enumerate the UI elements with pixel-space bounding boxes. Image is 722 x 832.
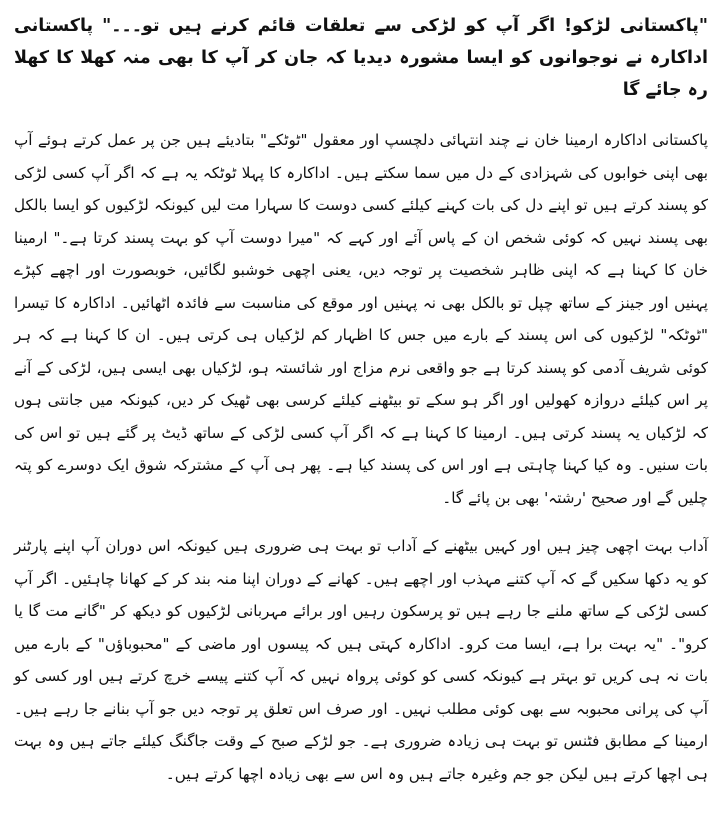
article bbox=[14, 10, 708, 806]
article-paragraph-1: پاکستانی اداکارہ ارمینا خان نے چند انتہائی دلچسپ اور معقول "ٹوٹکے" بتادیئے ہیں جن پر عمل کرتے ہوئے آپ بھی اپنی خوابوں کی شہزادی کے دل میں سما سکتے ہیں۔ اداکارہ کا پہلا ٹوٹکہ یہ ہے کہ اگر آپ کسی لڑکی کو پسند کرتے ہیں تو اپنے دل کی بات کہنے کیلئے کسی دوست کا سہارا مت لیں کیونکہ لڑکیوں کو ایسا بالکل بھی پسند نہیں کہ کوئی شخص ان کے پاس آئے اور کہے کہ "میرا دوست آپ کو بہت پسند کرتا ہے۔" ارمینا خان کا کہنا ہے کہ اپنی ظاہر شخصیت پر توجہ دیں، یعنی اچھی خوشبو لگائیں، خوبصورت اور اچھے کپڑے پہنیں اور جینز کے ساتھ چپل تو بالکل بھی نہ پہنیں اور موقع کی مناسبت سے فائدہ اٹھائیں۔ اداکارہ کا تیسرا "ٹوٹکہ" لڑکیوں کی اس پسند کے بارے میں جس کا اظہار کم لڑکیاں ہی کرتی ہیں۔ ان کا کہنا ہے کہ ہر کوئی شریف آدمی کو پسند کرتا ہے جو واقعی نرم مزاج اور شائستہ ہو، لڑکیاں بھی ایسی ہیں، لڑکی کے آنے پر اس کیلئے دروازہ کھولیں اور اگر ہو سکے تو بیٹھنے کیلئے کرسی بھی ٹھیک کر دیں، کیونکہ میں جانتی ہوں کہ لڑکیاں یہ پسند کرتی ہیں۔ ارمینا کا کہنا ہے کہ اگر آپ کسی لڑکی کے ساتھ ڈیٹ پر گئے ہیں تو اس کی بات سنیں۔ وہ کیا کہنا چاہتی ہے اور اس کی پسند کیا ہے۔ پھر ہی آپ کے مشترکہ شوق ایک دوسرے کو پتہ چلیں گے اور صحیح 'رشتہ' بھی بن پائے گا۔ bbox=[14, 131, 708, 507]
article-paragraph-2: آداب بہت اچھی چیز ہیں اور کہیں بیٹھنے کے آداب تو بہت ہی ضروری ہیں کیونکہ اس دوران آپ اپنے پارٹنر کو یہ دکھا سکیں گے کہ آپ کتنے مہذب اور اچھے ہیں۔ کھانے کے دوران اپنا منہ بند کر کے کھانا چاہئیں۔ اگر آپ کسی لڑکی کے ساتھ ملنے جا رہے ہیں تو پرسکون رہیں اور برائے مہربانی لڑکیوں کو دیکھ کر "گانے مت گا یا کرو"۔ "یہ بہت برا ہے، ایسا مت کرو۔ اداکارہ کہتی ہیں کہ پیسوں اور ماضی کے "محبوباؤں" کے بارے میں بات نہ ہی کریں تو بہتر ہے کیونکہ کسی کو کوئی پرواہ نہیں کہ آپ کتنے پیسے خرچ کرتے ہیں اور کسی کو آپ کی پرانی محبوبہ سے بھی کوئی مطلب نہیں۔ اور صرف اس تعلق پر توجہ دیں جو آپ بنانے جا رہے ہیں۔ ارمینا کے مطابق فٹنس تو بہت ہی زیادہ ضروری ہے۔ جو لڑکے صبح کے وقت جاگنگ کیلئے جاتے ہیں وہ بہت ہی اچھا کرتے ہیں لیکن جو جم وغیرہ جاتے ہیں وہ اس سے بھی زیادہ اچھا کرتے ہیں۔ bbox=[14, 537, 708, 783]
article-headline: "پاکستانی لڑکو! اگر آپ کو لڑکی سے تعلقات قائم کرنے ہیں تو۔۔۔" پاکستانی اداکارہ نے نوجوانوں کو ایسا مشورہ دیدیا کہ جان کر آپ کا بھی منہ کھلا کا کھلا رہ جائے گا bbox=[14, 16, 708, 100]
